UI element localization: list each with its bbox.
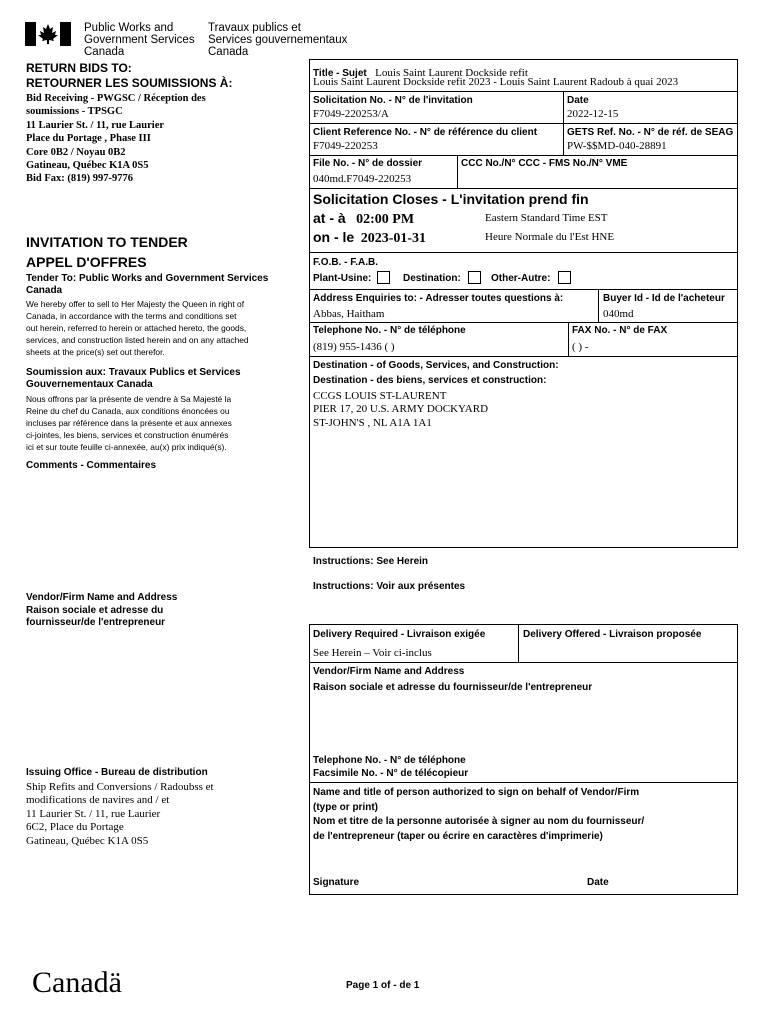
file-no-label: File No. - N° de dossier xyxy=(313,158,423,169)
timezone-en: Eastern Standard Time EST xyxy=(485,212,608,224)
vendor-telephone-label: Telephone No. - N° de téléphone xyxy=(313,755,466,766)
client-ref-value: F7049-220253 xyxy=(313,140,378,152)
canada-flag-logo xyxy=(25,22,71,46)
instructions-en: Instructions: See Herein xyxy=(313,556,429,567)
address-enquiries-value: Abbas, Haitham xyxy=(313,308,385,320)
instructions-fr: Instructions: Voir aux présentes xyxy=(313,581,466,592)
ccc-no-label: CCC No./N° CCC - FMS No./N° VME xyxy=(461,158,628,169)
other-autre-checkbox[interactable] xyxy=(558,271,571,284)
buyer-id-label: Buyer Id - Id de l'acheteur xyxy=(603,293,725,304)
delivery-required-value: See Herein – Voir ci-inclus xyxy=(313,647,432,659)
timezone-fr: Heure Normale du l'Est HNE xyxy=(485,231,615,243)
tender-to: Tender To: Public Works and Government Services Canada xyxy=(26,273,269,296)
telephone-value: (819) 955-1436 ( ) xyxy=(313,341,395,353)
telephone-label: Telephone No. - N° de téléphone xyxy=(313,325,466,336)
comments-label: Comments - Commentaires xyxy=(26,460,157,471)
title-value-line2: Louis Saint Laurent Dockside refit 2023 - Louis Saint Laurent Radoub à quai 2023 xyxy=(313,76,679,88)
client-ref-label: Client Reference No. - N° de référence du client xyxy=(313,127,538,138)
destination-address: CCGS LOUIS ST-LAURENT PIER 17, 20 U.S. ARMY DOCKYARD ST-JOHN'S , NL A1A 1A1 xyxy=(313,390,489,429)
fax-label: FAX No. - N° de FAX xyxy=(572,325,668,336)
solicitation-value: F7049-220253/A xyxy=(313,108,389,120)
issuing-office-title: Issuing Office - Bureau de distribution xyxy=(26,767,208,778)
page-number: Page 1 of - de 1 xyxy=(346,980,420,991)
invitation-title: INVITATION TO TENDER APPEL D'OFFRES xyxy=(26,234,188,270)
gets-ref-label: GETS Ref. No. - N° de réf. de SEAG xyxy=(567,127,734,138)
destination-checkbox[interactable] xyxy=(468,271,481,284)
other-autre-label: Other-Autre: xyxy=(491,273,551,284)
file-no-value: 040md.F7049-220253 xyxy=(313,173,412,185)
department-name-fr: Travaux publics et Services gouvernementaux Canada xyxy=(208,22,348,58)
authorized-person-label: Name and title of person authorized to sign on behalf of Vendor/Firm (type or print) Nom et titre de la personne autorisée à signer au nom du fournisseur/ de l'entrepreneur (taper ou écrire en caractères d'imprimerie) xyxy=(313,787,645,842)
delivery-required-label: Delivery Required - Livraison exigée xyxy=(313,629,486,640)
department-name-en: Public Works and Government Services Canada xyxy=(84,22,195,58)
fax-value: ( ) - xyxy=(572,341,589,353)
title-field: Title - Sujet Louis Saint Laurent Dockside refit xyxy=(313,67,528,79)
vendor-firm-label-fr: Raison sociale et adresse du fournisseur/de l'entrepreneur xyxy=(313,682,593,693)
plant-usine-label: Plant-Usine: xyxy=(313,273,372,284)
closing-time: at - à 02:00 PM xyxy=(313,210,415,227)
destination-goods-label-en: Destination - of Goods, Services, and Construction: xyxy=(313,360,559,371)
date-value: 2022-12-15 xyxy=(567,108,619,120)
vendor-fax-label: Facsimile No. - N° de télécopieur xyxy=(313,768,469,779)
date-label: Date xyxy=(567,95,589,106)
solicitation-closes-title: Solicitation Closes - L'invitation prend fin xyxy=(313,191,589,207)
return-bids-address: Bid Receiving - PWGSC / Réception des soumissions - TPSGC 11 Laurier St. / 11, rue Laurier Place du Portage , Phase III Core 0B2 / Noyau 0B2 Gatineau, Québec K1A 0S5 Bid Fax: (819) 997-9776 xyxy=(26,93,206,185)
fob-label: F.O.B. - F.A.B. xyxy=(313,257,378,268)
soumission-aux: Soumission aux: Travaux Publics et Services Gouvernementaux Canada xyxy=(26,367,241,390)
issuing-office-address: Ship Refits and Conversions / Radoubss et modifications de navires and / et 11 Laurier St. / 11, rue Laurier 6C2, Place du Portage Gatineau, Québec K1A 0S5 xyxy=(26,781,214,847)
destination-label: Destination: xyxy=(403,273,461,284)
vendor-firm-label-left: Vendor/Firm Name and Address Raison sociale et adresse du fournisseur/de l'entrepreneur xyxy=(26,592,178,628)
delivery-offered-label: Delivery Offered - Livraison proposée xyxy=(523,629,702,640)
address-enquiries-label: Address Enquiries to: - Adresser toutes questions à: xyxy=(313,293,564,304)
canada-wordmark: Canadä xyxy=(32,966,122,999)
maple-leaf-icon xyxy=(25,22,71,46)
gets-ref-value: PW-$$MD-040-28891 xyxy=(567,140,667,152)
return-bids-title: RETURN BIDS TO: RETOURNER LES SOUMISSIONS À: xyxy=(26,61,233,90)
plant-usine-checkbox[interactable] xyxy=(377,271,390,284)
vendor-firm-label: Vendor/Firm Name and Address xyxy=(313,666,465,677)
offer-text: We hereby offer to sell to Her Majesty the Queen in right of Canada, in accordance with the terms and conditions set out herein, referred to herein or attached hereto, the goods, services, and construction listed herein and on any attached sheets at the price(s) set out therefor. xyxy=(26,299,249,357)
offre-text: Nous offrons par la présente de vendre à Sa Majesté la Reine du chef du Canada, aux conditions énoncées ou incluses par référence dans la présente et aux annexes ci-jointes, les biens, services et construction énumérés ici et sur toute feuille ci-annexée, au(x) prix indiqué(s). xyxy=(26,394,232,452)
closing-date: on - le 2023-01-31 xyxy=(313,229,427,246)
signature-label: Signature xyxy=(313,877,360,888)
buyer-id-value: 040md xyxy=(603,308,634,320)
destination-goods-label-fr: Destination - des biens, services et construction: xyxy=(313,375,547,386)
solicitation-label: Solicitation No. - N° de l'invitation xyxy=(313,95,473,106)
signature-date-label: Date xyxy=(587,877,609,888)
